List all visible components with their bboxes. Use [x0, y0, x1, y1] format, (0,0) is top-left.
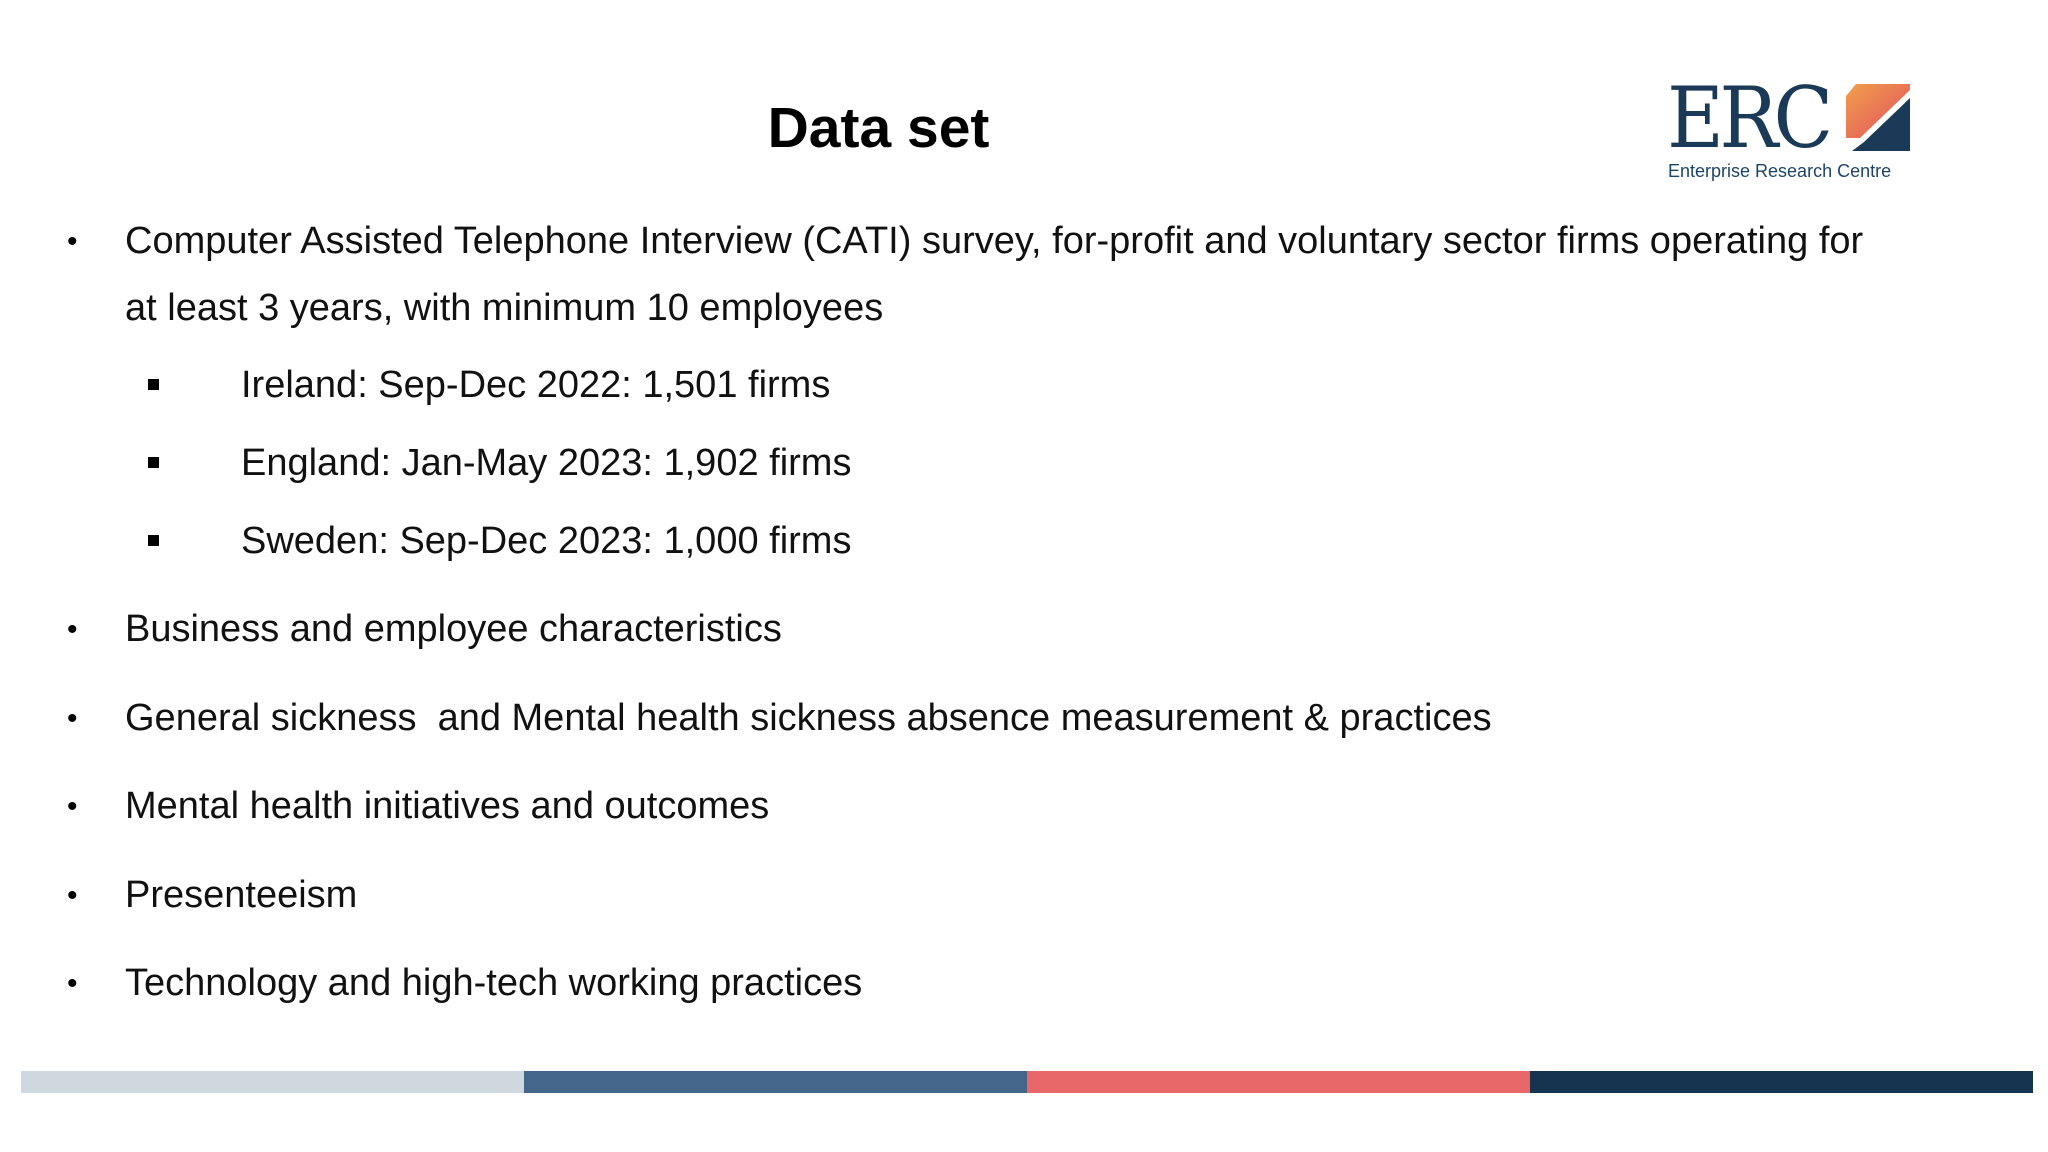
sub-list-item-text: Ireland: Sep-Dec 2022: 1,501 firms — [241, 364, 831, 406]
bullet-icon: • — [67, 613, 78, 646]
color-bar-segment — [1027, 1071, 1530, 1093]
bullet-icon: • — [67, 790, 78, 823]
color-bar-segment — [524, 1071, 1027, 1093]
bullet-icon: • — [67, 225, 78, 258]
sub-list-item-text: England: Jan-May 2023: 1,902 firms — [241, 442, 852, 484]
sub-list-item-text: Sweden: Sep-Dec 2023: 1,000 firms — [241, 520, 852, 562]
square-bullet-icon — [148, 379, 159, 390]
square-bullet-icon — [148, 535, 159, 546]
list-item-text: Mental health initiatives and outcomes — [125, 785, 770, 827]
list-item-text: General sickness and Mental health sickness absence measurement & practices — [125, 697, 1492, 739]
color-bar-segment — [1530, 1071, 2033, 1093]
square-bullet-icon — [148, 457, 159, 468]
bullet-icon: • — [67, 879, 78, 912]
footer-color-bar — [21, 1071, 2033, 1093]
list-item-text: Business and employee characteristics — [125, 608, 782, 650]
list-item-text: Presenteeism — [125, 874, 358, 916]
bullet-icon: • — [67, 967, 78, 1000]
color-bar-segment — [21, 1071, 524, 1093]
list-item-text: Computer Assisted Telephone Interview (CATI) survey, for-profit and voluntary sector firms operating for at least 3 years, with minimum 10 employees — [125, 220, 1864, 329]
slide-title: Data set — [767, 96, 990, 160]
logo-wordmark: ERC — [1667, 69, 1829, 167]
logo-tagline: Enterprise Research Centre — [1668, 161, 1892, 181]
bullet-icon: • — [67, 702, 78, 735]
list-item-text: Technology and high-tech working practices — [125, 962, 863, 1004]
